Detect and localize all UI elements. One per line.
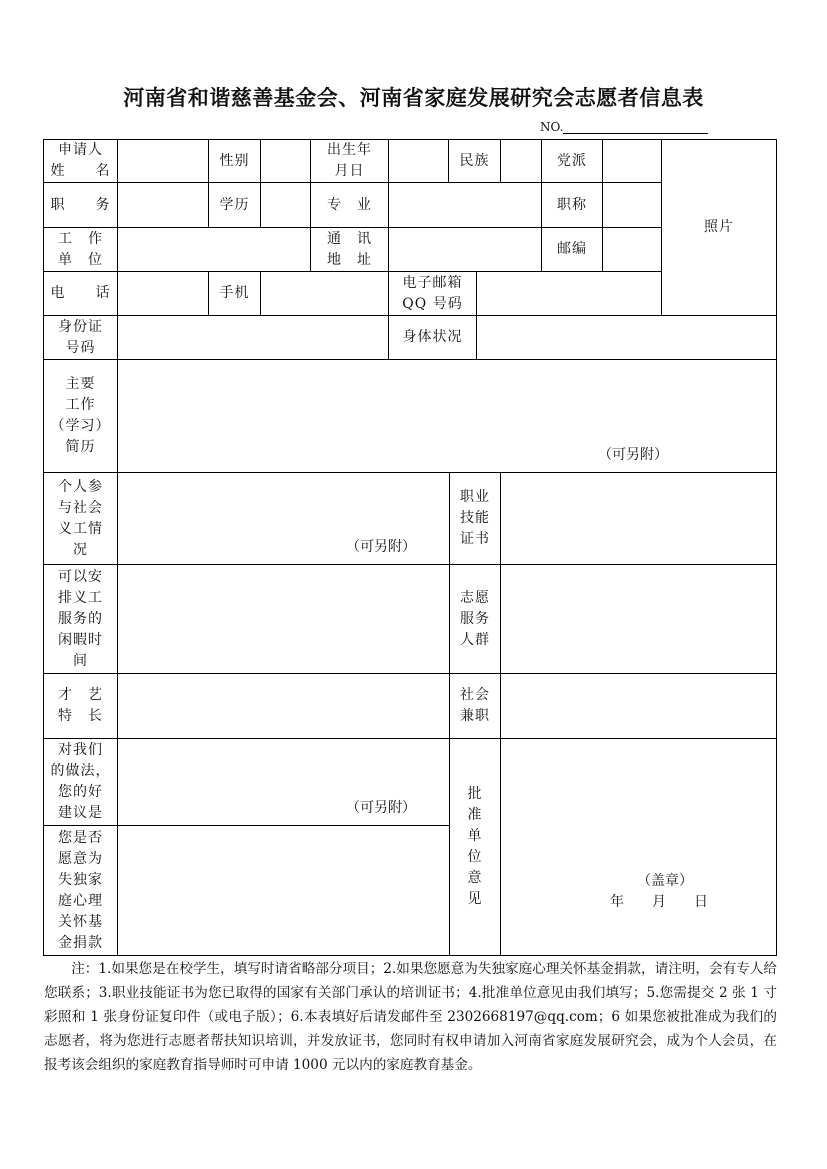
label-address: 通 讯 地 址 [310, 227, 389, 272]
field-talent[interactable] [117, 673, 450, 739]
label-service-group: 志愿 服务 人群 [449, 564, 501, 674]
field-party[interactable] [602, 139, 662, 183]
label-id-number: 身份证 号码 [43, 315, 118, 360]
field-phone[interactable] [117, 271, 209, 316]
label-mobile: 手机 [208, 271, 261, 316]
label-party: 党派 [541, 139, 603, 183]
field-ethnicity[interactable] [500, 139, 542, 183]
field-social-work[interactable]: （可另附） [117, 472, 450, 565]
label-position: 职 务 [43, 182, 118, 228]
field-major[interactable] [388, 182, 542, 228]
label-title-rank: 职称 [541, 182, 603, 228]
notes [44, 957, 777, 1077]
field-certificates[interactable] [500, 472, 777, 565]
field-education[interactable] [260, 182, 311, 228]
label-suggestions: 对我们 的做法， 您的好 建议是 [43, 738, 118, 826]
field-position[interactable] [117, 182, 209, 228]
label-ethnicity: 民族 [448, 139, 501, 183]
field-mobile[interactable] [260, 271, 389, 316]
label-free-time: 可以安 排义工 服务的 闲暇时 间 [43, 564, 118, 674]
label-certificates: 职业 技能 证书 [449, 472, 501, 565]
label-gender: 性别 [208, 139, 261, 183]
field-id-number[interactable] [117, 315, 389, 360]
field-donation[interactable] [117, 825, 450, 956]
field-suggestions[interactable]: （可另附） [117, 738, 450, 826]
field-address[interactable] [388, 227, 542, 272]
label-email: 电子邮箱 QQ 号码 [388, 271, 477, 316]
field-birth[interactable] [388, 139, 449, 183]
field-title-rank[interactable] [602, 182, 662, 228]
field-postcode[interactable] [602, 227, 662, 272]
field-workplace[interactable] [117, 227, 311, 272]
label-approval: 批 准 单 位 意 见 [449, 738, 501, 956]
label-education: 学历 [208, 182, 261, 228]
field-email[interactable] [476, 271, 662, 316]
label-birth: 出生年 月日 [310, 139, 389, 183]
field-service-group[interactable] [500, 564, 777, 674]
serial-number-label: NO. [540, 120, 564, 134]
label-major: 专 业 [310, 182, 389, 228]
notes-text: 注：1.如果您是在校学生，填写时请省略部分项目；2.如果您愿意为失独家庭心理关怀基金捐款，请注明，会有专人给您联系；3.职业技能证书为您已取得的国家有关部门承认的培训证书；4.批准单位意见由我们填写；5.您需提交 2 张 1 寸彩照和 1 张身份证复印件（或电子版）；6.本表填好后请发邮件至 2302668197@qq.com；6 如果您被批准成为我们的志愿者，将为您进行志愿者帮扶知识培训，并发放证书，您同时有权申请加入河南省家庭发展研究会，成为个人会员，在报考该会组织的家庭教育指导师时可申请 1000 元以内的家庭教育基金。 [44, 961, 777, 1073]
form-title: 河南省和谐慈善基金会、河南省家庭发展研究会志愿者信息表 [123, 86, 704, 110]
label-part-time: 社会 兼职 [449, 673, 501, 739]
photo-box[interactable]: 照片 [661, 139, 777, 316]
stamp-label: （盖章） [637, 873, 693, 889]
field-name[interactable] [117, 139, 209, 183]
field-part-time[interactable] [500, 673, 777, 739]
label-phone: 电 话 [43, 271, 118, 316]
label-name: 申请人 姓 名 [43, 139, 118, 183]
date-line: 年 月 日 [610, 894, 708, 910]
serial-number-field[interactable] [563, 133, 708, 134]
field-gender[interactable] [260, 139, 311, 183]
field-health[interactable] [476, 315, 777, 360]
label-donation: 您是否 愿意为 失独家 庭心理 关怀基 金捐款 [43, 825, 118, 956]
label-social-work: 个人参 与社会 义工情 况 [43, 472, 118, 565]
label-resume: 主要 工作 （学习） 简历 [43, 359, 118, 473]
label-postcode: 邮编 [541, 227, 603, 272]
label-workplace: 工 作 单 位 [43, 227, 118, 272]
field-resume[interactable]: （可另附） [117, 359, 777, 473]
field-approval[interactable] [500, 738, 777, 956]
label-health: 身体状况 [388, 315, 477, 360]
label-talent: 才 艺 特 长 [43, 673, 118, 739]
field-free-time[interactable] [117, 564, 450, 674]
